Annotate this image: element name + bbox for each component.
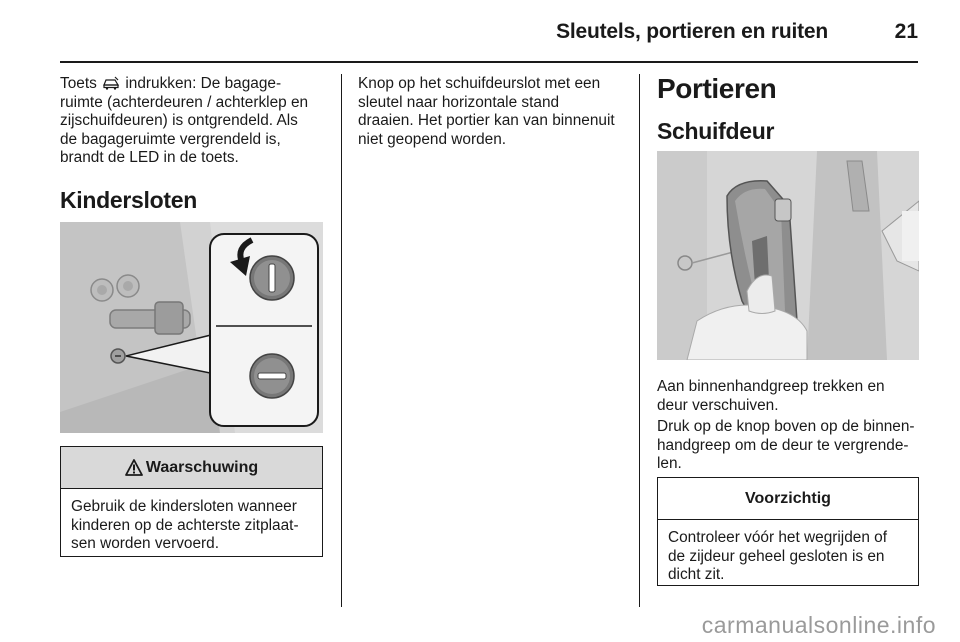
caution-body xyxy=(658,520,918,585)
caution-box-header xyxy=(658,478,918,520)
warning-triangle-icon xyxy=(125,459,143,476)
col2-line-1: sleutel naar horizontale stand xyxy=(358,93,560,111)
intro-line-2: zijschuifdeuren) is ontgrendeld. Als xyxy=(60,112,298,130)
intro-line-3: de bagageruimte vergrendeld is, xyxy=(60,130,281,148)
schuifdeur-heading: Schuifdeur xyxy=(657,118,775,144)
warning-body xyxy=(61,489,322,554)
intro-after-icon: indrukken: De bagage- xyxy=(125,75,282,92)
caution-line-0: Controleer vóór het wegrijden of xyxy=(668,529,888,546)
para2-line-1: handgreep om de deur te vergrende- xyxy=(657,436,909,454)
column-divider-1 xyxy=(341,74,342,607)
warning-line-1: kinderen op de achterste zitplaat- xyxy=(71,516,299,534)
caution-line-1: de zijdeur geheel gesloten is en xyxy=(668,547,885,565)
warning-box xyxy=(60,446,323,557)
col2-line-0: Knop op het schuifdeurslot met een xyxy=(358,75,601,92)
para2-line-0: Druk op de knop boven op de binnen- xyxy=(657,418,915,435)
watermark: carmanualsonline.info xyxy=(701,612,936,638)
intro-line-1: ruimte (achterdeuren / achterklep en xyxy=(60,93,309,111)
caution-title: Voorzichtig xyxy=(745,489,831,507)
para1-line-1: deur verschuiven. xyxy=(657,396,779,414)
sliding-door-illustration xyxy=(657,151,919,360)
para1-line-0: Aan binnenhandgreep trekken en xyxy=(657,378,885,395)
kindersloten-heading: Kindersloten xyxy=(60,187,197,213)
intro-before-icon: Toets xyxy=(60,75,97,92)
sliding-door-para-2 xyxy=(657,418,923,474)
caution-box xyxy=(657,477,919,586)
column-divider-2 xyxy=(639,74,640,607)
portieren-heading: Portieren xyxy=(657,73,777,104)
col2-line-2: draaien. Het portier kan van binnenuit xyxy=(358,112,615,130)
warning-box-header xyxy=(61,447,322,489)
header-rule xyxy=(60,61,918,63)
child-lock-illustration xyxy=(60,222,323,433)
warning-line-0: Gebruik de kindersloten wanneer xyxy=(71,498,297,515)
para2-line-2: len. xyxy=(657,455,682,473)
warning-title: Waarschuwing xyxy=(145,458,259,476)
caution-line-2: dicht zit. xyxy=(668,566,725,584)
page-number: 21 xyxy=(894,20,918,43)
page-header-title: Sleutels, portieren en ruiten xyxy=(556,20,828,43)
sliding-door-para-1 xyxy=(657,378,923,415)
intro-line-4: brandt de LED in de toets. xyxy=(60,149,239,167)
col2-line-3: niet geopend worden. xyxy=(358,130,507,148)
warning-line-2: sen worden vervoerd. xyxy=(71,535,219,553)
intro-line-0 xyxy=(60,75,330,94)
trunk-lock-icon xyxy=(103,76,119,90)
intro-paragraph xyxy=(60,75,330,168)
col2-paragraph xyxy=(358,75,630,149)
